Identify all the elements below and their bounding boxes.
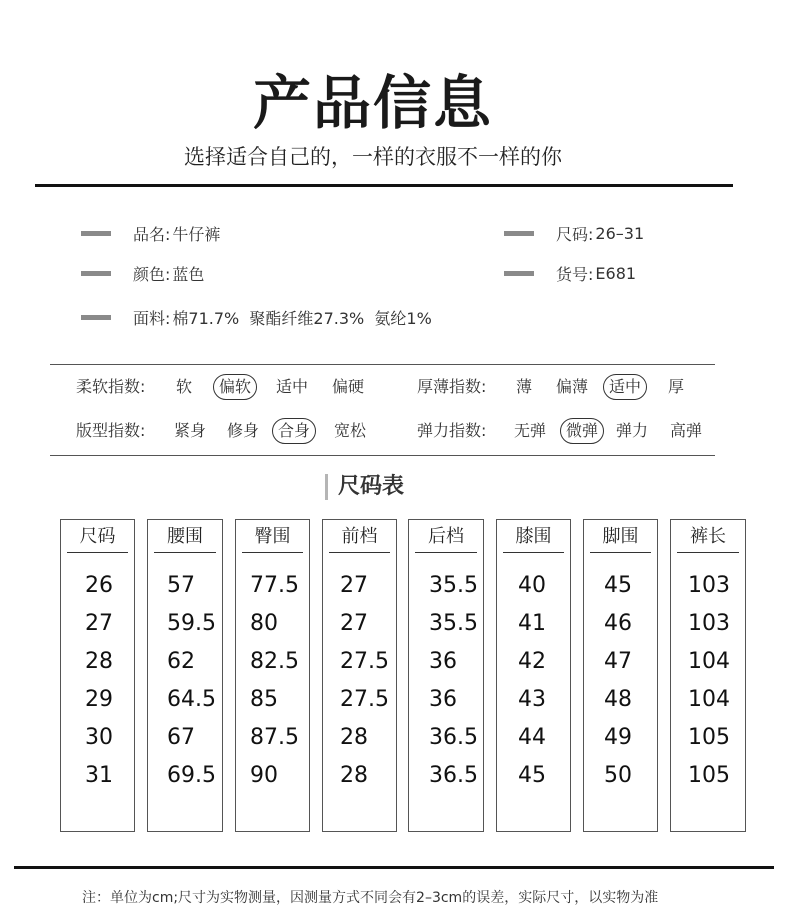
thickness-option: 偏薄 xyxy=(556,377,589,396)
table-cell: 41 xyxy=(518,611,546,636)
table-cell: 48 xyxy=(604,687,632,712)
table-cell: 50 xyxy=(604,763,632,788)
table-cell: 62 xyxy=(167,649,195,674)
table-cell: 26 xyxy=(85,573,113,598)
size-column xyxy=(583,519,658,832)
info-size-label: 尺码: xyxy=(556,225,594,244)
info-sku xyxy=(504,262,636,285)
info-name xyxy=(81,222,220,245)
table-cell: 82.5 xyxy=(250,649,299,674)
softness-option-selected: 偏软 xyxy=(213,374,257,400)
index-top-line xyxy=(50,364,715,365)
info-name-value: 牛仔裤 xyxy=(172,225,221,244)
column-cells xyxy=(323,567,396,795)
softness-label: 柔软指数: xyxy=(76,377,146,396)
table-cell: 35.5 xyxy=(429,611,478,636)
table-cell: 103 xyxy=(688,573,730,598)
table-cell: 27.5 xyxy=(340,649,389,674)
info-color-value: 蓝色 xyxy=(172,265,205,284)
dash-icon xyxy=(81,271,111,276)
info-size-value: 26–31 xyxy=(595,224,645,243)
table-cell: 45 xyxy=(604,573,632,598)
softness-option: 偏硬 xyxy=(332,377,365,396)
table-cell: 105 xyxy=(688,725,730,750)
column-header: 后档 xyxy=(415,520,477,553)
column-cells xyxy=(584,567,657,795)
table-cell: 36 xyxy=(429,649,457,674)
thickness-option-selected: 适中 xyxy=(603,374,647,400)
table-cell: 45 xyxy=(518,763,546,788)
info-sku-value: E681 xyxy=(595,264,637,283)
table-cell: 35.5 xyxy=(429,573,478,598)
info-fabric-value: 棉71.7% 聚酯纤维27.3% 氨纶1% xyxy=(172,309,432,328)
table-cell: 31 xyxy=(85,763,113,788)
info-sku-label: 货号: xyxy=(556,265,594,284)
table-cell: 42 xyxy=(518,649,546,674)
page-subtitle: 选择适合自己的，一样的衣服不一样的你 xyxy=(184,145,562,169)
table-cell: 87.5 xyxy=(250,725,299,750)
column-cells xyxy=(671,567,745,795)
table-cell: 30 xyxy=(85,725,113,750)
stretch-label: 弹力指数: xyxy=(417,421,487,440)
info-color-label: 颜色: xyxy=(133,265,171,284)
thickness-option: 厚 xyxy=(668,377,685,396)
table-cell: 104 xyxy=(688,649,730,674)
table-cell: 104 xyxy=(688,687,730,712)
stretch-option: 无弹 xyxy=(514,421,547,440)
size-column xyxy=(147,519,223,832)
fit-option: 修身 xyxy=(227,421,260,440)
info-color xyxy=(81,262,204,285)
info-size xyxy=(504,222,644,245)
table-cell: 47 xyxy=(604,649,632,674)
table-cell: 28 xyxy=(340,725,368,750)
table-cell: 80 xyxy=(250,611,278,636)
column-cells xyxy=(409,567,483,795)
column-header: 膝围 xyxy=(503,520,564,553)
info-fabric xyxy=(81,306,432,329)
table-cell: 85 xyxy=(250,687,278,712)
dash-icon xyxy=(81,315,111,320)
column-cells xyxy=(61,567,134,795)
dash-icon xyxy=(504,231,534,236)
table-cell: 46 xyxy=(604,611,632,636)
stretch-option: 弹力 xyxy=(616,421,649,440)
table-cell: 105 xyxy=(688,763,730,788)
size-column xyxy=(235,519,310,832)
table-cell: 36.5 xyxy=(429,725,478,750)
table-cell: 43 xyxy=(518,687,546,712)
table-cell: 64.5 xyxy=(167,687,216,712)
table-cell: 57 xyxy=(167,573,195,598)
table-cell: 27.5 xyxy=(340,687,389,712)
table-cell: 28 xyxy=(85,649,113,674)
table-cell: 27 xyxy=(85,611,113,636)
table-cell: 49 xyxy=(604,725,632,750)
table-cell: 77.5 xyxy=(250,573,299,598)
top-divider xyxy=(35,184,733,187)
bottom-divider xyxy=(14,866,774,869)
index-row-2 xyxy=(76,417,736,445)
column-header: 裤长 xyxy=(677,520,739,553)
index-row-1 xyxy=(76,373,736,401)
softness-option: 适中 xyxy=(276,377,309,396)
table-cell: 59.5 xyxy=(167,611,216,636)
column-cells xyxy=(497,567,570,795)
column-header: 尺码 xyxy=(67,520,128,553)
info-fabric-label: 面料: xyxy=(133,309,171,328)
column-header: 腰围 xyxy=(154,520,216,553)
column-cells xyxy=(148,567,222,795)
stretch-option-selected: 微弹 xyxy=(560,418,604,444)
table-cell: 36.5 xyxy=(429,763,478,788)
index-bottom-line xyxy=(50,455,715,456)
table-cell: 29 xyxy=(85,687,113,712)
fit-option-selected: 合身 xyxy=(272,418,316,444)
fit-option: 宽松 xyxy=(334,421,367,440)
column-header: 脚围 xyxy=(590,520,651,553)
table-cell: 90 xyxy=(250,763,278,788)
table-cell: 27 xyxy=(340,611,368,636)
table-cell: 40 xyxy=(518,573,546,598)
dash-icon xyxy=(81,231,111,236)
size-column xyxy=(496,519,571,832)
column-header: 前档 xyxy=(329,520,390,553)
info-name-label: 品名: xyxy=(133,225,171,244)
column-cells xyxy=(236,567,309,795)
fit-option: 紧身 xyxy=(174,421,207,440)
table-cell: 36 xyxy=(429,687,457,712)
thickness-label: 厚薄指数: xyxy=(417,377,487,396)
thickness-option: 薄 xyxy=(516,377,533,396)
column-header: 臀围 xyxy=(242,520,303,553)
size-column xyxy=(322,519,397,832)
stretch-option: 高弹 xyxy=(670,421,703,440)
table-cell: 67 xyxy=(167,725,195,750)
size-table-title: 尺码表 xyxy=(325,474,404,500)
table-cell: 103 xyxy=(688,611,730,636)
dash-icon xyxy=(504,271,534,276)
footer-note: 注：单位为cm;尺寸为实物测量，因测量方式不同会有2–3cm的误差，实际尺寸，以实物为准 xyxy=(82,890,659,906)
size-column xyxy=(60,519,135,832)
size-column xyxy=(670,519,746,832)
fit-label: 版型指数: xyxy=(76,421,146,440)
softness-option: 软 xyxy=(176,377,193,396)
page-title: 产品信息 xyxy=(252,69,493,137)
table-cell: 69.5 xyxy=(167,763,216,788)
size-column xyxy=(408,519,484,832)
table-cell: 27 xyxy=(340,573,368,598)
table-cell: 28 xyxy=(340,763,368,788)
table-cell: 44 xyxy=(518,725,546,750)
